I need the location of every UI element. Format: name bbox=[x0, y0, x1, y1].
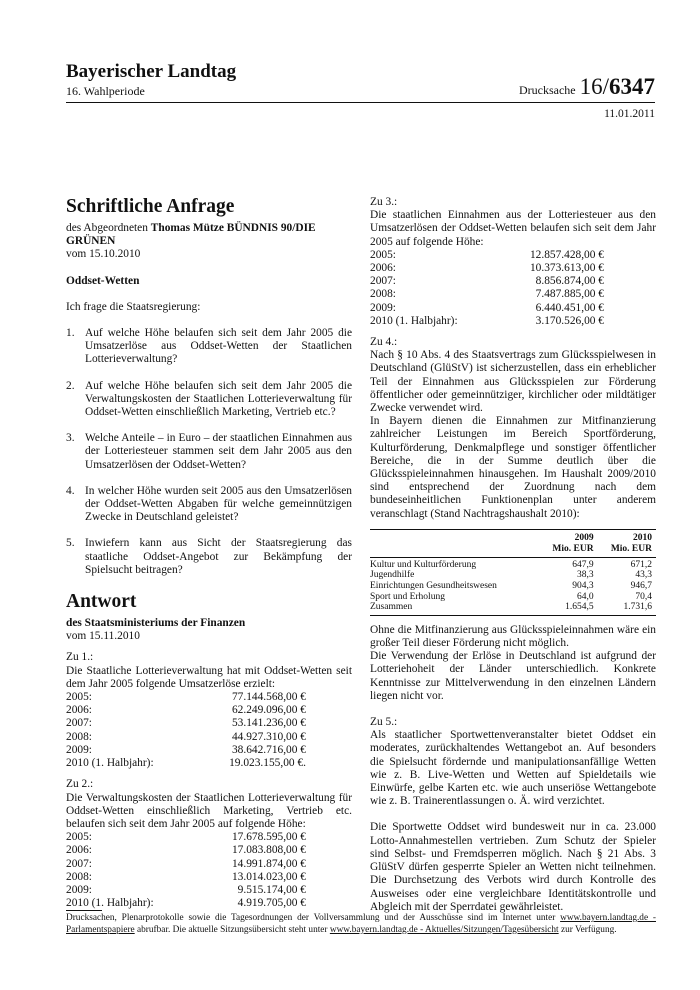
footnote-divider bbox=[66, 910, 102, 911]
answer-1-table bbox=[66, 691, 306, 770]
table-row: 2007: 53.141.236,00 € bbox=[66, 717, 306, 730]
table-row: Sport und Erholung 64,0 70,4 bbox=[370, 591, 652, 602]
parlamentspapiere-link[interactable]: www.bayern.landtag.de - Parlamentspapiere bbox=[66, 913, 656, 935]
antwort-heading: Antwort bbox=[66, 591, 137, 613]
drucksache-label: Drucksache bbox=[518, 83, 576, 97]
table-row: 2009: 9.515.174,00 € bbox=[66, 883, 306, 896]
answer-4-paragraph: In Bayern dienen die Einnahmen zur Mitfinanzierung zahlreicher Leistungen im Bereich Sportförderung, Kulturförderung, Denkmalpflege und sonstiger öffentlicher Bereiche, die in der Summe deutlich über die Glücksspieleinnahmen hinausgehen. Im Haushalt 2009/2010 sind entsprechend der Zuordnung nach dem bundeseinheitlichen Funktionenplan unter anderem veranschlagt (Stand Nachtragshaushalt 2010): bbox=[370, 415, 656, 520]
anfrage-date: vom 15.10.2010 bbox=[66, 248, 141, 261]
table-row: 2006: 62.249.096,00 € bbox=[66, 704, 306, 717]
drucksache-id: 6347 bbox=[609, 74, 655, 99]
question-item: 2. Auf welche Höhe belaufen sich seit dem Jahr 2005 die Verwaltungskosten der Staatlichen Lotterieverwaltung für Oddset-Wetten einschließlich Marketing, Vertrieb etc.? bbox=[66, 379, 352, 419]
anfrage-intro: Ich frage die Staatsregierung: bbox=[66, 300, 201, 313]
answer-2-text: Die Verwaltungskosten der Staatlichen Lotterieverwaltung für Oddset-Wetten einschließlich Marketing, Vertrieb etc. belaufen sich seit dem Jahr 2005 auf folgende Höhe: bbox=[66, 791, 352, 830]
header-divider bbox=[66, 102, 655, 103]
author-line bbox=[66, 222, 352, 248]
answer-4-paragraph: Nach § 10 Abs. 4 des Staatsvertrags zum Glücksspielwesen in Deutschland (GlüStV) ist sicherzustellen, dass ein erheblicher Teil der Einnahmen aus Glücksspielen zur Förderung öffentlicher oder gemeinnütziger, kirchlicher oder mildtätiger Zwecke verwendet wird. bbox=[370, 349, 656, 415]
table-row: 2010 (1. Halbjahr): 3.170.526,00 € bbox=[370, 314, 604, 327]
answer-3-label: Zu 3.: bbox=[370, 196, 398, 208]
table-row: 2005: 17.678.595,00 € bbox=[66, 831, 306, 844]
author-prefix: des Abgeordneten bbox=[66, 222, 148, 234]
answer-4-label: Zu 4.: bbox=[370, 336, 398, 349]
table-row: Einrichtungen Gesundheitswesen 904,3 946,7 bbox=[370, 581, 652, 592]
answer-4-paragraph: Ohne die Mitfinanzierung aus Glücksspieleinnahmen wäre ein großer Teil dieser Förderung nicht möglich. bbox=[370, 623, 656, 650]
question-item: 3. Welche Anteile – in Euro – der staatlichen Einnahmen aus der Lotteriesteuer stammen seit dem Jahr 2005 aus den Umsatzerlösen der Oddset-Wetten? bbox=[66, 432, 352, 471]
table-row: 2005: 12.857.428,00 € bbox=[370, 248, 604, 261]
answer-2-table bbox=[66, 831, 306, 910]
table-row: 2006: 10.373.613,00 € bbox=[370, 262, 604, 275]
footer-note: Drucksachen, Plenarprotokolle sowie die Tagesordnungen der Vollversammlung und der Ausschüsse sind im Internet unter www.bayern.landtag.de - Parlamentspapiere abrufbar. Die aktuelle Sitzungsübersicht steht unter www.bayern.landtag.de - Aktuelles/Sitzungen/Tagesübersicht zur Verfügung. bbox=[66, 913, 656, 935]
question-list bbox=[66, 327, 352, 577]
anfrage-heading: Schriftliche Anfrage bbox=[66, 196, 235, 217]
answer-5-paragraph: Die Sportwette Oddset wird bundesweit nur in ca. 23.000 Lotto-Annahmestellen vertrieben. Zum Schutz der Spieler sind Selbst- und Fremdsperren möglich. Nach § 21 Abs. 3 GlüStV dürfen gesperrte Spieler an Wetten nicht teilnehmen. Die Durchsetzung des Verbots wird durch Kontrolle des Ausweises oder eine vergleichbare Identitätskontrolle und Abgleich mit der Sperrdatei gewährleistet. bbox=[370, 821, 656, 913]
table-row: 2008: 44.927.310,00 € bbox=[66, 730, 306, 743]
document-date: 11.01.2011 bbox=[604, 108, 655, 120]
anfrage-topic: Oddset-Wetten bbox=[66, 274, 140, 287]
table-row: 2009: 6.440.451,00 € bbox=[370, 301, 604, 314]
table-row: 2005: 77.144.568,00 € bbox=[66, 691, 306, 704]
table-row: 2008: 13.014.023,00 € bbox=[66, 870, 306, 883]
answer-3-table bbox=[370, 249, 604, 328]
budget-table bbox=[370, 529, 656, 616]
table-row: Kultur und Kulturförderung 647,9 671,2 bbox=[370, 559, 652, 570]
ministry-line: des Staatsministeriums der Finanzen bbox=[66, 617, 246, 630]
table-row: 2006: 17.083.808,00 € bbox=[66, 844, 306, 857]
table-row: 2007: 8.856.874,00 € bbox=[370, 275, 604, 288]
table-row: 2007: 14.991.874,00 € bbox=[66, 857, 306, 870]
drucksache-prefix: 16/ bbox=[579, 74, 609, 99]
table-row: 2009: 38.642.716,00 € bbox=[66, 743, 306, 756]
right-column bbox=[370, 196, 656, 914]
drucksache-number bbox=[519, 74, 655, 100]
table-row: 2008: 7.487.885,00 € bbox=[370, 288, 604, 301]
answer-3-text: Die staatlichen Einnahmen aus der Lotteriesteuer aus den Umsatzerlösen der Oddset-Wetten belaufen sich seit dem Jahr 2005 auf folgende Höhe: bbox=[370, 209, 656, 248]
answer-5-paragraph: Als staatlicher Sportwettenveranstalter bietet Oddset ein moderates, zurückhaltendes Wettangebot an. Auf besonders die Spielsucht fördernde und manipulationsanfällige Wetten wie z. B. Live-Wetten und Wetten auf Spieldetails wie Einwürfe, gelbe Karten etc. wie auch unseriöse Wettangebote wie z. B. Trainerentlassungen o. Ä. wird verzichtet. bbox=[370, 729, 656, 808]
left-column bbox=[66, 196, 352, 910]
author-name: Thomas Mütze BÜNDNIS 90/DIE GRÜNEN bbox=[66, 222, 316, 248]
question-item: 4. In welcher Höhe wurden seit 2005 aus den Umsatzerlösen der Oddset-Wetten Abgaben für welche gemeinnützigen Zwecke in Deutschland geleistet? bbox=[66, 484, 352, 524]
answer-5-label: Zu 5.: bbox=[370, 716, 398, 729]
answer-4-paragraph: Die Verwendung der Erlöse in Deutschland ist aufgrund der Lotteriehoheit der Länder unterschiedlich. Konkrete Kenntnisse zur Mittelverwendung in den einzelnen Ländern liegen nicht vor. bbox=[370, 650, 656, 702]
table-row: Zusammen 1.654,5 1.731,6 bbox=[370, 602, 652, 613]
answer-2-label: Zu 2.: bbox=[66, 778, 94, 791]
table-row: 2010 (1. Halbjahr): 4.919.705,00 € bbox=[66, 897, 306, 910]
column-header-2009: 2009 Mio. EUR bbox=[539, 529, 597, 557]
answer-1-label: Zu 1.: bbox=[66, 651, 94, 664]
legislative-period: 16. Wahlperiode bbox=[66, 84, 145, 98]
column-header-2010: 2010 Mio. EUR bbox=[598, 529, 656, 557]
table-header-row bbox=[370, 529, 656, 557]
antwort-date: vom 15.11.2010 bbox=[66, 630, 140, 643]
table-row: 2010 (1. Halbjahr): 19.023.155,00 €. bbox=[66, 757, 306, 770]
parliament-title: Bayerischer Landtag bbox=[66, 61, 237, 82]
tagesuebersicht-link[interactable]: www.bayern.landtag.de - Aktuelles/Sitzungen/Tagesübersicht bbox=[329, 924, 559, 935]
table-row: Jugendhilfe 38,3 43,3 bbox=[370, 570, 652, 581]
question-item: 5. Inwiefern kann aus Sicht der Staatsregierung das staatliche Oddset-Angebot zur Bekämpfung der Spielsucht beitragen? bbox=[66, 537, 352, 576]
answer-1-text: Die Staatliche Lotterieverwaltung hat mit Oddset-Wetten seit dem Jahr 2005 folgende Umsatzerlöse erzielt: bbox=[66, 664, 352, 690]
question-item: 1. Auf welche Höhe belaufen sich seit dem Jahr 2005 die Umsatzerlöse aus Oddset-Wetten der Staatlichen Lotterieverwaltung? bbox=[66, 327, 352, 366]
